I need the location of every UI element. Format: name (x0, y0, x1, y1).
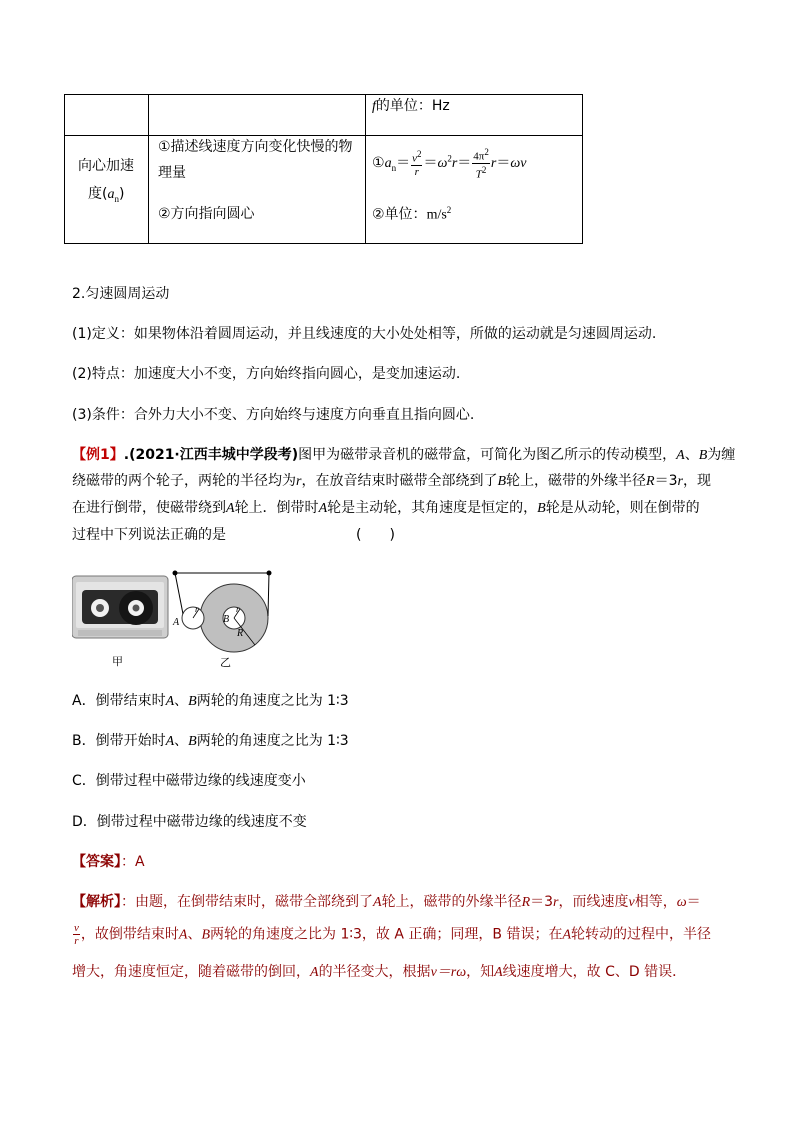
table-border-mid (64, 135, 583, 136)
cassette-photo (72, 576, 168, 638)
label-r2: r (236, 604, 240, 614)
description-item1-line1: ①描述线速度方向变化快慢的物 (158, 139, 353, 155)
conditions-paragraph: (3)条件：合外力大小不变、方向始终与速度方向垂直且指向圆心. (72, 407, 475, 423)
table-border-right (582, 94, 583, 244)
answer-line (72, 852, 145, 872)
transmission-model (172, 571, 272, 653)
analysis-line1: 【解析】：由题，在倒带结束时，磁带全部绕到了A轮上，磁带的外缘半径R＝3r，而线速度v相等，ω＝ (72, 894, 701, 910)
analysis-line2: $\frac{v}{r}$ ，故倒带结束时A、B两轮的角速度之比为 1∶3，故 A 正确；同理，B 错误；在A轮转动的过程中，半径 (74, 922, 712, 947)
answer-value: ：A (121, 854, 145, 870)
label-R: R (237, 628, 244, 639)
option-a: A．倒带结束时A、B两轮的角速度之比为 1∶3 (72, 693, 349, 709)
table-border-col2 (365, 94, 366, 244)
example-source: .(2021·江西丰城中学段考) (123, 447, 299, 463)
definition-paragraph: (1)定义：如果物体沿着圆周运动，并且线速度的大小处处相等，所做的运动就是匀速圆周运动. (72, 326, 657, 342)
frequency-unit-text: 的单位：Hz (375, 98, 450, 114)
f-variable: f (372, 99, 376, 114)
centripetal-accel-label-line2: 度$(a_n)$ (88, 186, 125, 204)
fraction-v2-over-r: $\frac{v^2}{r}$ (412, 149, 422, 178)
option-c: C．倒带过程中磁带边缘的线速度变小 (72, 773, 306, 789)
option-b: B．倒带开始时A、B两轮的角速度之比为 1∶3 (72, 733, 349, 749)
example-line2: 绕磁带的两个轮子，两轮的半径均为r，在放音结束时磁带全部绕到了B轮上，磁带的外缘半径R＝3r，现 (72, 473, 711, 489)
accel-formula: $①a_n=$ $\frac{v^2}{r}$ $=\omega^2r=$ $\frac{4\pi^2}{T^2}$ r＝ωv (372, 147, 527, 181)
frequency-unit-cell (372, 96, 450, 117)
answer-blank: ( ) (356, 527, 395, 543)
description-item1-line2: 理量 (158, 165, 186, 181)
analysis-label: 【解析】 (72, 894, 121, 910)
table-border-bottom (64, 243, 583, 244)
fraction-v-over-r: $\frac{v}{r}$ (74, 922, 79, 947)
option-d: D．倒带过程中磁带边缘的线速度不变 (72, 814, 307, 830)
description-item2: ②方向指向圆心 (158, 206, 255, 222)
table-border-top (64, 94, 583, 95)
label-jia: 甲 (112, 655, 123, 668)
cassette-diagram (72, 570, 302, 670)
cassette-figure (72, 570, 302, 670)
example-line4: 过程中下列说法正确的是 ( ) (72, 527, 395, 543)
example-line3: 在进行倒带，使磁带绕到A轮上．倒带时A轮是主动轮，其角速度是恒定的，B轮是从动轮，则在倒带的 (72, 500, 700, 516)
label-A: A (173, 617, 180, 628)
table-border-left (64, 94, 65, 244)
section-heading: 2.匀速圆周运动 (72, 286, 170, 302)
label-yi: 乙 (220, 656, 231, 669)
example-line1: 【例1】.(2021·江西丰城中学段考)图甲为磁带录音机的磁带盒，可简化为图乙所示的传动模型，A、B为缠 (72, 447, 736, 463)
example-tag: 【例1】 (72, 447, 124, 463)
accel-unit: ②单位：$m/s^2$ (372, 205, 452, 223)
features-paragraph: (2)特点：加速度大小不变，方向始终指向圆心，是变加速运动. (72, 366, 461, 382)
label-r1: r (195, 604, 199, 614)
answer-label: 【答案】 (72, 854, 121, 870)
centripetal-accel-label-line1: 向心加速 (78, 158, 134, 174)
fraction-4pi2-over-T2: $\frac{4\pi^2}{T^2}$ (473, 147, 489, 181)
label-B: B (223, 614, 230, 625)
definition-table (64, 94, 583, 244)
analysis-line3: 增大，角速度恒定，随着磁带的倒回，A的半径变大，根据v＝rω，知A线速度增大，故 C、D 错误． (72, 964, 687, 980)
table-border-col1 (148, 94, 149, 244)
